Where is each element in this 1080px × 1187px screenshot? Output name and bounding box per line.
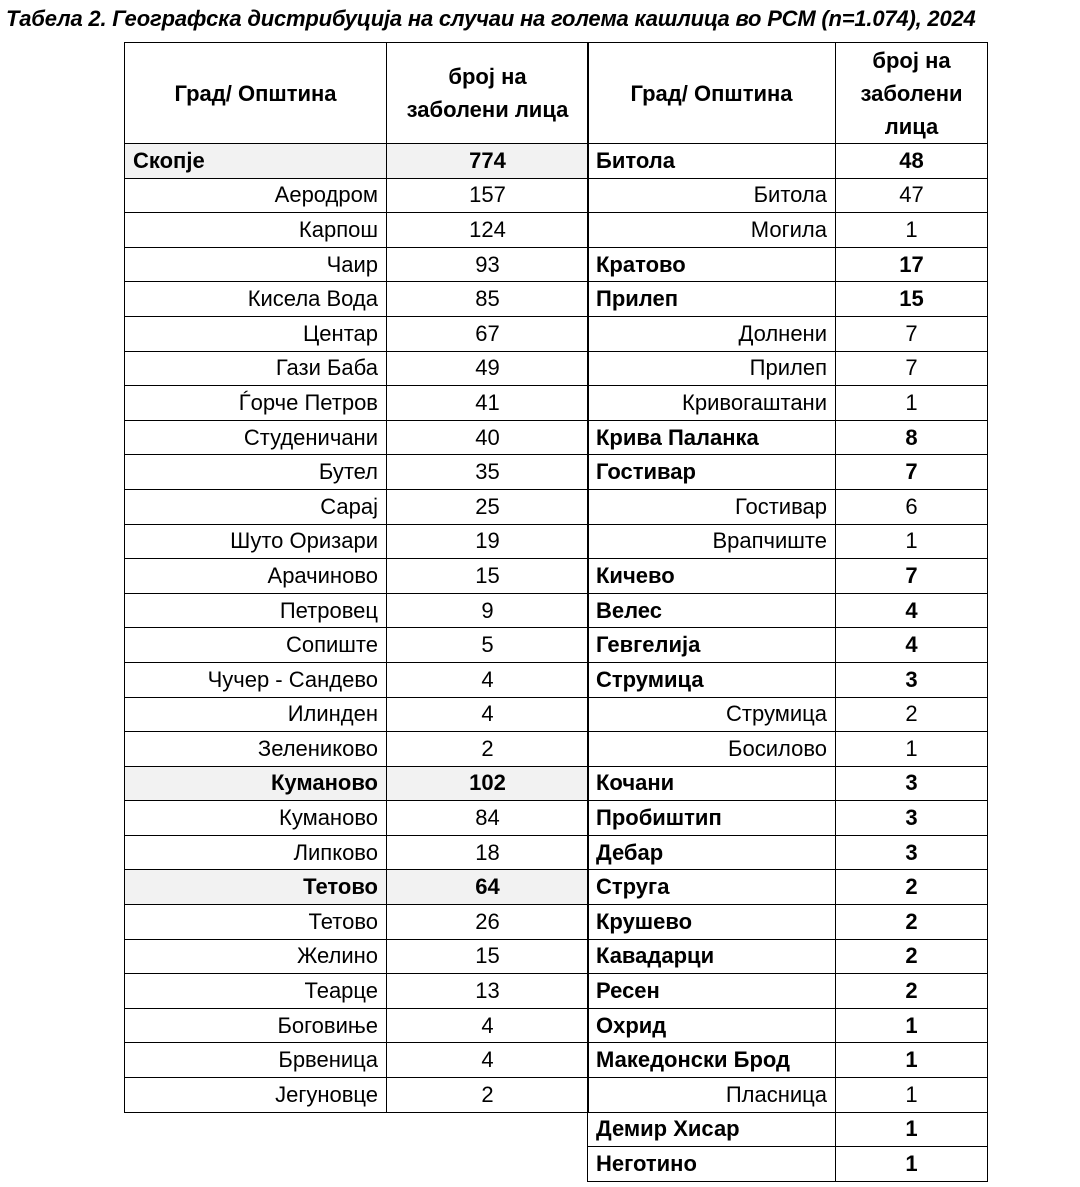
table-row [125, 351, 589, 386]
case-count: 1 [836, 732, 988, 767]
case-count: 3 [836, 835, 988, 870]
municipality-name: Чучер - Сандево [125, 662, 387, 697]
municipality-name: Македонски Брод [588, 1043, 836, 1078]
municipality-name: Гевгелија [588, 628, 836, 663]
municipality-name: Куманово [125, 766, 387, 801]
table-row [125, 213, 589, 248]
municipality-name: Студеничани [125, 420, 387, 455]
municipality-name: Аеродром [125, 178, 387, 213]
table-row [125, 282, 589, 317]
table-row [125, 420, 589, 455]
case-count: 9 [387, 593, 589, 628]
case-count: 1 [836, 1078, 988, 1113]
municipality-name: Пробиштип [588, 801, 836, 836]
municipality-name: Карпош [125, 213, 387, 248]
municipality-name: Брвеница [125, 1043, 387, 1078]
municipality-name: Куманово [125, 801, 387, 836]
municipality-name: Ѓорче Петров [125, 386, 387, 421]
table-row [125, 766, 589, 801]
table-row [588, 559, 988, 594]
municipality-name: Струга [588, 870, 836, 905]
case-count: 2 [836, 870, 988, 905]
municipality-name: Шуто Оризари [125, 524, 387, 559]
table-row [588, 593, 988, 628]
case-count: 1 [836, 386, 988, 421]
left-header-count: број на заболени лица [387, 43, 589, 144]
municipality-name: Тетово [125, 870, 387, 905]
case-count: 4 [387, 697, 589, 732]
case-count: 15 [836, 282, 988, 317]
table-row [588, 1112, 988, 1147]
table-row [588, 835, 988, 870]
table-row [125, 144, 589, 179]
table-row [125, 593, 589, 628]
municipality-name: Врапчиште [588, 524, 836, 559]
case-count: 93 [387, 247, 589, 282]
case-count: 18 [387, 835, 589, 870]
municipality-name: Илинден [125, 697, 387, 732]
municipality-name: Гостивар [588, 489, 836, 524]
table-row [125, 178, 589, 213]
table-row [125, 455, 589, 490]
left-table [124, 42, 589, 1113]
table-row [588, 213, 988, 248]
case-count: 40 [387, 420, 589, 455]
table-row [125, 801, 589, 836]
case-count: 84 [387, 801, 589, 836]
case-count: 26 [387, 905, 589, 940]
table-row [125, 1008, 589, 1043]
case-count: 41 [387, 386, 589, 421]
municipality-name: Тетово [125, 905, 387, 940]
municipality-name: Бутел [125, 455, 387, 490]
municipality-name: Јегуновце [125, 1078, 387, 1113]
table-row [588, 316, 988, 351]
municipality-name: Гази Баба [125, 351, 387, 386]
case-count: 3 [836, 766, 988, 801]
case-count: 17 [836, 247, 988, 282]
table-row [125, 1043, 589, 1078]
municipality-name: Велес [588, 593, 836, 628]
table-row [125, 905, 589, 940]
municipality-name: Кратово [588, 247, 836, 282]
case-count: 1 [836, 1147, 988, 1182]
municipality-name: Босилово [588, 732, 836, 767]
table-row [588, 524, 988, 559]
municipality-name: Арачиново [125, 559, 387, 594]
case-count: 7 [836, 455, 988, 490]
table-row [588, 1078, 988, 1113]
municipality-name: Зелениково [125, 732, 387, 767]
municipality-name: Сопиште [125, 628, 387, 663]
case-count: 49 [387, 351, 589, 386]
municipality-name: Демир Хисар [588, 1112, 836, 1147]
case-count: 67 [387, 316, 589, 351]
table-row [125, 662, 589, 697]
case-count: 2 [836, 939, 988, 974]
table-row [588, 801, 988, 836]
case-count: 1 [836, 213, 988, 248]
case-count: 2 [387, 732, 589, 767]
municipality-name: Гостивар [588, 455, 836, 490]
table-row [125, 316, 589, 351]
table-row [588, 697, 988, 732]
table-row [588, 489, 988, 524]
table-row [588, 870, 988, 905]
table-row [588, 939, 988, 974]
table-row [588, 1043, 988, 1078]
municipality-name: Кочани [588, 766, 836, 801]
municipality-name: Крива Паланка [588, 420, 836, 455]
case-count: 7 [836, 316, 988, 351]
municipality-name: Кривогаштани [588, 386, 836, 421]
case-count: 47 [836, 178, 988, 213]
right-table-body [588, 144, 988, 1182]
table-row [588, 178, 988, 213]
table-row [125, 559, 589, 594]
municipality-name: Прилеп [588, 351, 836, 386]
table-row [588, 662, 988, 697]
left-header-city: Град/ Општина [125, 43, 387, 144]
municipality-name: Струмица [588, 662, 836, 697]
case-count: 19 [387, 524, 589, 559]
municipality-name: Петровец [125, 593, 387, 628]
table-row [588, 282, 988, 317]
table-row [588, 247, 988, 282]
municipality-name: Сарај [125, 489, 387, 524]
case-count: 102 [387, 766, 589, 801]
table-row [125, 489, 589, 524]
case-count: 3 [836, 662, 988, 697]
table-row [588, 386, 988, 421]
case-count: 15 [387, 559, 589, 594]
municipality-name: Пласница [588, 1078, 836, 1113]
municipality-name: Кичево [588, 559, 836, 594]
case-count: 4 [836, 628, 988, 663]
table-row [125, 697, 589, 732]
table-row [125, 1078, 589, 1113]
table-row [125, 386, 589, 421]
table-row [125, 939, 589, 974]
municipality-name: Крушево [588, 905, 836, 940]
table-row [588, 628, 988, 663]
table-row [588, 144, 988, 179]
right-header-city: Град/ Општина [588, 43, 836, 144]
table-row [125, 835, 589, 870]
case-count: 774 [387, 144, 589, 179]
municipality-name: Боговиње [125, 1008, 387, 1043]
municipality-name: Неготино [588, 1147, 836, 1182]
case-count: 4 [387, 1043, 589, 1078]
municipality-name: Дебар [588, 835, 836, 870]
right-table [587, 42, 988, 1182]
municipality-name: Струмица [588, 697, 836, 732]
case-count: 15 [387, 939, 589, 974]
municipality-name: Скопје [125, 144, 387, 179]
case-count: 4 [387, 1008, 589, 1043]
case-count: 13 [387, 974, 589, 1009]
case-count: 157 [387, 178, 589, 213]
case-count: 48 [836, 144, 988, 179]
case-count: 7 [836, 351, 988, 386]
case-count: 35 [387, 455, 589, 490]
municipality-name: Битола [588, 144, 836, 179]
case-count: 5 [387, 628, 589, 663]
table-row [588, 455, 988, 490]
municipality-name: Липково [125, 835, 387, 870]
case-count: 64 [387, 870, 589, 905]
case-count: 4 [387, 662, 589, 697]
municipality-name: Прилеп [588, 282, 836, 317]
table-row [588, 974, 988, 1009]
table-row [588, 1147, 988, 1182]
case-count: 124 [387, 213, 589, 248]
municipality-name: Чаир [125, 247, 387, 282]
table-caption: Табела 2. Географска дистрибуција на случаи на голема кашлица во РСМ (n=1.074), 2024 [6, 6, 976, 31]
table-row [588, 420, 988, 455]
table-row [588, 905, 988, 940]
right-header-count: број на заболени лица [836, 43, 988, 144]
municipality-name: Охрид [588, 1008, 836, 1043]
table-row [588, 351, 988, 386]
case-count: 1 [836, 1112, 988, 1147]
case-count: 7 [836, 559, 988, 594]
municipality-name: Могила [588, 213, 836, 248]
case-count: 2 [836, 905, 988, 940]
case-count: 2 [836, 697, 988, 732]
municipality-name: Центар [125, 316, 387, 351]
municipality-name: Теарце [125, 974, 387, 1009]
table-row [125, 732, 589, 767]
municipality-name: Ресен [588, 974, 836, 1009]
table-row [125, 974, 589, 1009]
case-count: 4 [836, 593, 988, 628]
case-count: 3 [836, 801, 988, 836]
table-row [125, 628, 589, 663]
municipality-name: Битола [588, 178, 836, 213]
table-row [125, 247, 589, 282]
table-row [125, 524, 589, 559]
left-header-row [125, 43, 589, 144]
table-row [588, 732, 988, 767]
left-table-body [125, 144, 589, 1113]
case-count: 6 [836, 489, 988, 524]
right-header-row [588, 43, 988, 144]
municipality-name: Долнени [588, 316, 836, 351]
case-count: 8 [836, 420, 988, 455]
case-count: 1 [836, 524, 988, 559]
table-row [588, 766, 988, 801]
case-count: 85 [387, 282, 589, 317]
case-count: 1 [836, 1008, 988, 1043]
case-count: 2 [836, 974, 988, 1009]
case-count: 25 [387, 489, 589, 524]
municipality-name: Кисела Вода [125, 282, 387, 317]
municipality-name: Желино [125, 939, 387, 974]
case-count: 1 [836, 1043, 988, 1078]
case-count: 2 [387, 1078, 589, 1113]
table-row [125, 870, 589, 905]
municipality-name: Кавадарци [588, 939, 836, 974]
table-row [588, 1008, 988, 1043]
